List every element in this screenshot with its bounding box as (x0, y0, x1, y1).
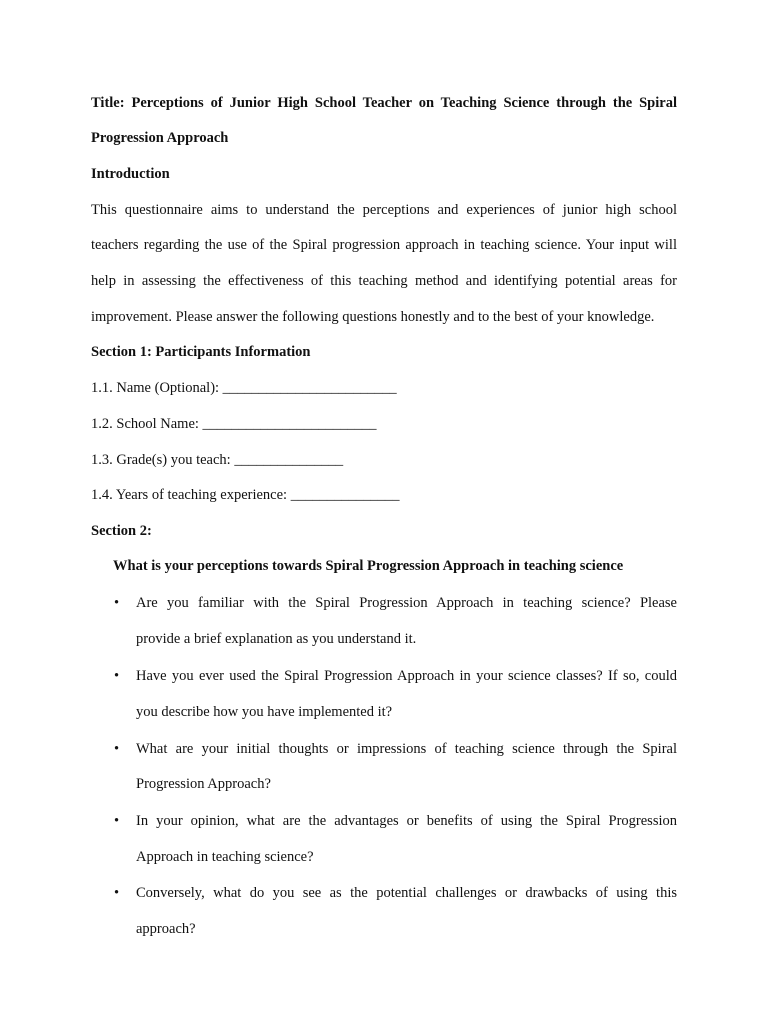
section-1-heading: Section 1: Participants Information (91, 344, 311, 360)
bullet-marker: • (114, 885, 120, 901)
question-1-line-2: provide a brief explanation as you understand it. (136, 631, 417, 647)
field-years-experience: 1.4. Years of teaching experience: _______________ (91, 487, 400, 503)
intro-paragraph-line-1: This questionnaire aims to understand the perceptions and experiences of junior high school (91, 202, 677, 218)
question-3-line-1: What are your initial thoughts or impressions of teaching science through the Spiral (136, 741, 677, 757)
question-4-line-2: Approach in teaching science? (136, 849, 314, 865)
field-grades-taught: 1.3. Grade(s) you teach: _______________ (91, 452, 344, 468)
field-school-name: 1.2. School Name: ________________________ (91, 416, 377, 432)
question-2-line-2: you describe how you have implemented it? (136, 704, 393, 720)
bullet-marker: • (114, 813, 120, 829)
question-5-line-2: approach? (136, 921, 196, 937)
document-title-line-2: Progression Approach (91, 130, 229, 146)
question-1-line-1: Are you familiar with the Spiral Progression Approach in teaching science? Please (136, 595, 677, 611)
question-2-line-1: Have you ever used the Spiral Progression Approach in your science classes? If so, could (136, 668, 677, 684)
section-2-subheading: What is your perceptions towards Spiral Progression Approach in teaching science (113, 558, 624, 574)
intro-paragraph-line-4: improvement. Please answer the following questions honestly and to the best of your knowledge. (91, 309, 655, 325)
section-2-heading: Section 2: (91, 523, 152, 539)
field-name-optional: 1.1. Name (Optional): ________________________ (91, 380, 397, 396)
intro-paragraph-line-2: teachers regarding the use of the Spiral progression approach in teaching science. Your input will (91, 237, 677, 253)
bullet-marker: • (114, 741, 120, 757)
bullet-marker: • (114, 668, 120, 684)
document-title-line-1: Title: Perceptions of Junior High School Teacher on Teaching Science through the Spiral (91, 95, 677, 111)
question-4-line-1: In your opinion, what are the advantages or benefits of using the Spiral Progression (136, 813, 677, 829)
intro-paragraph-line-3: help in assessing the effectiveness of this teaching method and identifying potential areas for (91, 273, 677, 289)
introduction-heading: Introduction (91, 166, 170, 182)
question-5-line-1: Conversely, what do you see as the potential challenges or drawbacks of using this (136, 885, 677, 901)
question-3-line-2: Progression Approach? (136, 776, 271, 792)
bullet-marker: • (114, 595, 120, 611)
